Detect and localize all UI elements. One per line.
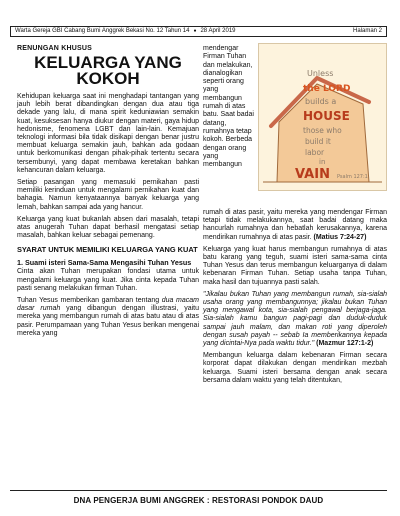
paragraph-intro: Kehidupan keluarga saat ini menghadapi tantangan yang jauh lebih berat dibandingkan dengan dua atau tiga dekade yang lalu, di mana spirit keduniawian semakin kuat, kesuksesan hanya diukur dengan materi, gaya hidup hedonisme, fenomena LGBT dan lain-lain. Kemajuan teknologi informasi bila tidak disikapi dengan benar justru membuat keluarga semakin jauh, bahkan ada godaan untuk berkomunikasi dengan pihak-pihak tertentu secara tersembunyi, yang dapat membawa keretakan bahkan kehancuran dalam keluarga.: [17, 93, 199, 174]
heading-point-1: 1. Suami isteri Sama-Sama Mengasihi Tuhan Yesus: [17, 257, 192, 267]
paragraph-sand-house: [203, 209, 387, 242]
text-the-lord: the LORD: [303, 84, 351, 94]
paragraph-love-god: Cinta akan Tuhan merupakan fondasi utama untuk mengalami keluarga yang kuat. Jika cinta kepada Tuhan pasti senang melakukan firman Tuhan.: [17, 268, 199, 292]
paragraph-family-altar: Membangun keluarga dalam kebenaran Firman secara korporat dapat dilakukan dengan mendirikan mezbah keluarga. Suami isteri bersama dengan anak secara bersama dalam waktu yang telah ditentukan,: [203, 352, 387, 384]
text-builds-a: builds a: [305, 97, 337, 106]
house-illustration: [258, 43, 387, 191]
text-in: in: [319, 158, 326, 166]
bullet-separator: ●: [193, 28, 197, 34]
heading-requirements: SYARAT UNTUK MEMILIKI KELUARGA YANG KUAT: [17, 245, 198, 255]
footer-motto: DNA PENGERJA BUMI ANGGREK : RESTORASI PONDOK DAUD: [73, 496, 324, 505]
text-those-who: those who: [303, 126, 342, 135]
page-number: Halaman 2: [352, 28, 382, 34]
paragraph-two-foundations: [17, 297, 199, 338]
scripture-quote: [203, 291, 387, 348]
issue-date: 28 April 2019: [200, 28, 236, 34]
paragraph-build-on-rock: Keluarga yang kuat harus membangun rumahnya di atas batu karang yang teguh, suami isteri sama-sama cinta Tuhan Yesus dan terus membangun keluarganya di dalam kebenaran Firman Tuhan. Setiap usaha tanpa Tuhan, maka hasil dan tujuannya pasti salah.: [203, 245, 387, 286]
scripture-reference: (Matius 7:24-27): [313, 233, 367, 241]
text-run: Tuhan Yesus memberikan gambaran tentang: [17, 297, 162, 305]
left-column: [17, 45, 199, 342]
text-run: yang dibangun dengan illustrasi, yaitu mereka yang membangun rumah di atas batu atau di atas pasir. Perumpamaan yang Tuhan Yesus berikan mengenai mereka yang: [17, 305, 199, 337]
right-column: [203, 209, 387, 389]
article-title: [17, 55, 199, 87]
text-run: rumah di atas pasir, yaitu mereka yang mendengar Firman tetapi tidak melakukannya, saat badai datang maka hancurlah rumahnya dan hebatlah kerusakannya, karena mendirikan rumahnya di atas pasir.: [203, 209, 387, 241]
quote-reference: (Mazmur 127:1-2): [316, 340, 374, 348]
header-bar: [10, 26, 387, 37]
text-build-it: build it: [305, 137, 331, 146]
footer-divider: [10, 490, 387, 491]
house-drawing: [259, 44, 386, 190]
quote-text: "Jikalau bukan Tuhan yang membangun rumah, sia-sialah usaha orang yang membangunnya; jikalau bukan Tuhan yang mengawal kota, sia-sialah pengawal berjaga-jaga. Sia-sialah kamu bangun pagi-pagi dan duduk-duduk sampai jauh malam, dan makan roti yang diperoleh dengan susah payah -- sebab Ia memberikannya kepada yang dicintai-Nya pada waktu tidur.": [203, 290, 387, 348]
title-line-1: KELUARGA YANG: [34, 53, 182, 72]
title-line-2: KOKOH: [76, 69, 140, 88]
paragraph-rock-house: mendengar Firman Tuhan dan melakukan, dianalogikan seperti orang yang membangun rumah di atas batu. Saat badai datang, rumahnya tetap kokoh. Berbeda dengan orang yang membangun: [203, 45, 254, 169]
publication-name: Warta Gereja GBI Cabang Bumi Anggrek Bekasi No. 12 Tahun 14: [15, 28, 190, 34]
italic-phrase: dua macam dasar rumah: [17, 297, 199, 313]
text-psalm-ref: Psalm 127:1: [337, 174, 368, 180]
narrow-column: [203, 45, 255, 169]
text-labor: labor: [305, 148, 325, 157]
text-unless: Unless: [307, 69, 334, 78]
section-label: RENUNGAN KHUSUS: [17, 45, 92, 52]
text-house: HOUSE: [303, 109, 350, 123]
paragraph-strong-family: Keluarga yang kuat bukanlah absen dari masalah, tetapi atas anugerah Tuhan dapat berhasil mengatasi setiap masalah, bahkan keluar sebagai pemenang.: [17, 215, 199, 240]
paragraph-marriage: Setiap pasangan yang memasuki pernikahan pasti memiliki kerinduan untuk mengalami pernikahan kuat dan bahagia. Namun kenyataannya banyak keluarga yang lemah, bahkan sampai ada yang hancur.: [17, 179, 199, 211]
text-vain: VAIN: [295, 167, 330, 182]
